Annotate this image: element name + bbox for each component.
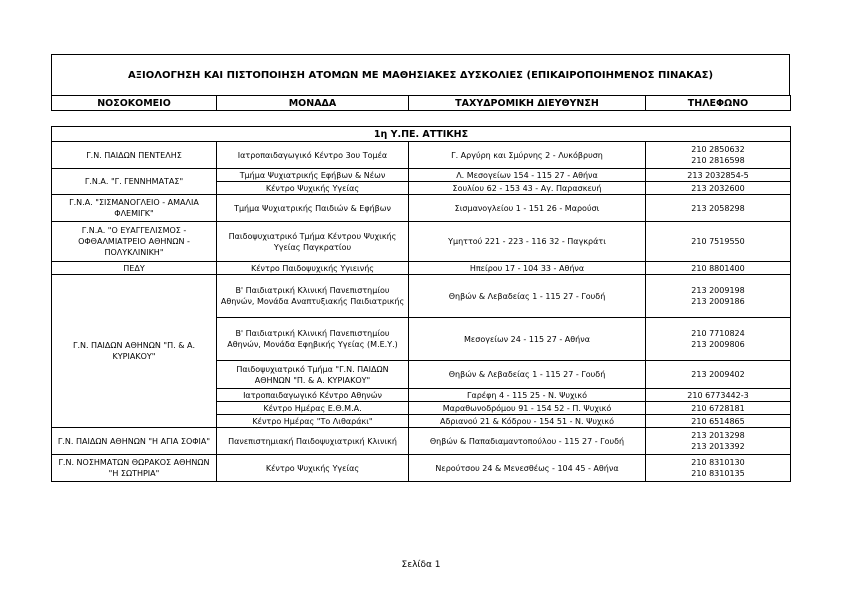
table-row <box>52 275 791 318</box>
hospital-table <box>51 126 791 482</box>
header-unit: ΜΟΝΑΔΑ <box>217 96 409 111</box>
phone-cell: 210 8801400 <box>646 262 791 275</box>
address-cell: Μεσογείων 24 - 115 27 - Αθήνα <box>409 318 646 361</box>
unit-cell: Πανεπιστημιακή Παιδοψυχιατρική Κλινική <box>217 428 409 455</box>
unit-cell: Ιατροπαιδαγωγικό Κέντρο Αθηνών <box>217 389 409 402</box>
address-cell: Γαρέφη 4 - 115 25 - Ν. Ψυχικό <box>409 389 646 402</box>
phone-number: 210 7710824 <box>691 329 745 338</box>
phone-cell: 210 7519550 <box>646 222 791 262</box>
phone-cell <box>646 318 791 361</box>
phone-number: 213 2013392 <box>691 442 745 451</box>
unit-cell: Κέντρο Ημέρας "Το Λιθαράκι" <box>217 415 409 428</box>
phone-number: 213 2009806 <box>691 340 745 349</box>
phone-cell: 213 2032600 <box>646 182 791 195</box>
unit-cell: Παιδοψυχιατρικό Τμήμα Κέντρου Ψυχικής Υγείας Παγκρατίου <box>217 222 409 262</box>
phone-cell: 213 2032854-5 <box>646 169 791 182</box>
address-cell: Σισμανογλείου 1 - 151 26 - Μαρούσι <box>409 195 646 222</box>
unit-cell: Β' Παιδιατρική Κλινική Πανεπιστημίου Αθηνών, Μονάδα Αναπτυξιακής Παιδιατρικής <box>217 275 409 318</box>
phone-cell: 210 6514865 <box>646 415 791 428</box>
hospital-cell: Γ.Ν.Α. "ΣΙΣΜΑΝΟΓΛΕΙΟ - ΑΜΑΛΙΑ ΦΛΕΜΙΓΚ" <box>52 195 217 222</box>
phone-number: 213 2009198 <box>691 286 745 295</box>
phone-cell <box>646 428 791 455</box>
hospital-cell: Γ.Ν. ΠΑΙΔΩΝ ΠΕΝΤΕΛΗΣ <box>52 142 217 169</box>
table-row <box>52 222 791 262</box>
phone-cell: 210 6773442-3 <box>646 389 791 402</box>
unit-cell: Κέντρο Ημέρας Ε.Θ.Μ.Α. <box>217 402 409 415</box>
phone-number: 213 2009186 <box>691 297 745 306</box>
document-title: ΑΞΙΟΛΟΓΗΣΗ ΚΑΙ ΠΙΣΤΟΠΟΙΗΣΗ ΑΤΟΜΩΝ ΜΕ ΜΑΘΗΣΙΑΚΕΣ ΔΥΣΚΟΛΙΕΣ (ΕΠΙΚΑΙΡΟΠΟΙΗΜΕΝΟΣ ΠΙΝΑΚΑΣ) <box>51 54 790 96</box>
column-header-table <box>51 95 791 111</box>
header-hospital: ΝΟΣΟΚΟΜΕΙΟ <box>52 96 217 111</box>
table-row <box>52 262 791 275</box>
unit-cell: Κέντρο Ψυχικής Υγείας <box>217 455 409 482</box>
address-cell: Θηβών & Παπαδιαμαντοπούλου - 115 27 - Γουδή <box>409 428 646 455</box>
phone-number: 210 8310135 <box>691 469 745 478</box>
region-title: 1η Υ.ΠΕ. ΑΤΤΙΚΗΣ <box>52 127 791 142</box>
unit-cell: Τμήμα Ψυχιατρικής Παιδιών & Εφήβων <box>217 195 409 222</box>
phone-cell: 213 2009402 <box>646 361 791 389</box>
header-address: ΤΑΧΥΔΡΟΜΙΚΗ ΔΙΕΥΘΥΝΣΗ <box>409 96 646 111</box>
phone-number: 210 2850632 <box>691 145 745 154</box>
hospital-cell: Γ.Ν. ΝΟΣΗΜΑΤΩΝ ΘΩΡΑΚΟΣ ΑΘΗΝΩΝ "Η ΣΩΤΗΡΙΑ" <box>52 455 217 482</box>
address-cell: Υμηττού 221 - 223 - 116 32 - Παγκράτι <box>409 222 646 262</box>
hospital-cell: Γ.Ν. ΠΑΙΔΩΝ ΑΘΗΝΩΝ "Π. & Α. ΚΥΡΙΑΚΟΥ" <box>52 275 217 428</box>
address-cell: Γ. Αργύρη και Σμύρνης 2 - Λυκόβρυση <box>409 142 646 169</box>
region-row <box>52 127 791 142</box>
hospital-cell: ΠΕΔΥ <box>52 262 217 275</box>
phone-cell <box>646 142 791 169</box>
unit-cell: Β' Παιδιατρική Κλινική Πανεπιστημίου Αθηνών, Μονάδα Εφηβικής Υγείας (Μ.Ε.Υ.) <box>217 318 409 361</box>
unit-cell: Κέντρο Ψυχικής Υγείας <box>217 182 409 195</box>
address-cell: Μαραθωνοδρόμου 91 - 154 52 - Π. Ψυχικό <box>409 402 646 415</box>
address-cell: Θηβών & Λεβαδείας 1 - 115 27 - Γουδή <box>409 275 646 318</box>
phone-cell <box>646 275 791 318</box>
table-row <box>52 455 791 482</box>
phone-number: 213 2013298 <box>691 431 745 440</box>
table-row <box>52 142 791 169</box>
address-cell: Νερούτσου 24 & Μενεσθέως - 104 45 - Αθήνα <box>409 455 646 482</box>
address-cell: Ηπείρου 17 - 104 33 - Αθήνα <box>409 262 646 275</box>
address-cell: Σουλίου 62 - 153 43 - Αγ. Παρασκευή <box>409 182 646 195</box>
address-cell: Αδριανού 21 & Κόδρου - 154 51 - Ν. Ψυχικό <box>409 415 646 428</box>
unit-cell: Κέντρο Παιδοψυχικής Υγιεινής <box>217 262 409 275</box>
phone-cell: 210 6728181 <box>646 402 791 415</box>
unit-cell: Παιδοψυχιατρικό Τμήμα "Γ.Ν. ΠΑΙΔΩΝ ΑΘΗΝΩΝ "Π. & Α. ΚΥΡΙΑΚΟΥ" <box>217 361 409 389</box>
column-header-row <box>52 96 791 111</box>
table-row <box>52 195 791 222</box>
unit-cell: Τμήμα Ψυχιατρικής Εφήβων & Νέων <box>217 169 409 182</box>
table-row <box>52 428 791 455</box>
phone-cell <box>646 455 791 482</box>
page-number: Σελίδα 1 <box>401 560 441 570</box>
phone-number: 210 2816598 <box>691 156 745 165</box>
phone-number: 210 8310130 <box>691 458 745 467</box>
hospital-cell: Γ.Ν. ΠΑΙΔΩΝ ΑΘΗΝΩΝ "Η ΑΓΙΑ ΣΟΦΙΑ" <box>52 428 217 455</box>
address-cell: Θηβών & Λεβαδείας 1 - 115 27 - Γουδή <box>409 361 646 389</box>
hospital-cell: Γ.Ν.Α. "Ο ΕΥΑΓΓΕΛΙΣΜΟΣ - ΟΦΘΑΛΜΙΑΤΡΕΙΟ ΑΘΗΝΩΝ - ΠΟΛΥΚΛΙΝΙΚΗ" <box>52 222 217 262</box>
phone-cell: 213 2058298 <box>646 195 791 222</box>
address-cell: Λ. Μεσογείων 154 - 115 27 - Αθήνα <box>409 169 646 182</box>
unit-cell: Ιατροπαιδαγωγικό Κέντρο 3ου Τομέα <box>217 142 409 169</box>
header-phone: ΤΗΛΕΦΩΝΟ <box>646 96 791 111</box>
hospital-cell: Γ.Ν.Α. "Γ. ΓΕΝΝΗΜΑΤΑΣ" <box>52 169 217 195</box>
table-row <box>52 169 791 182</box>
